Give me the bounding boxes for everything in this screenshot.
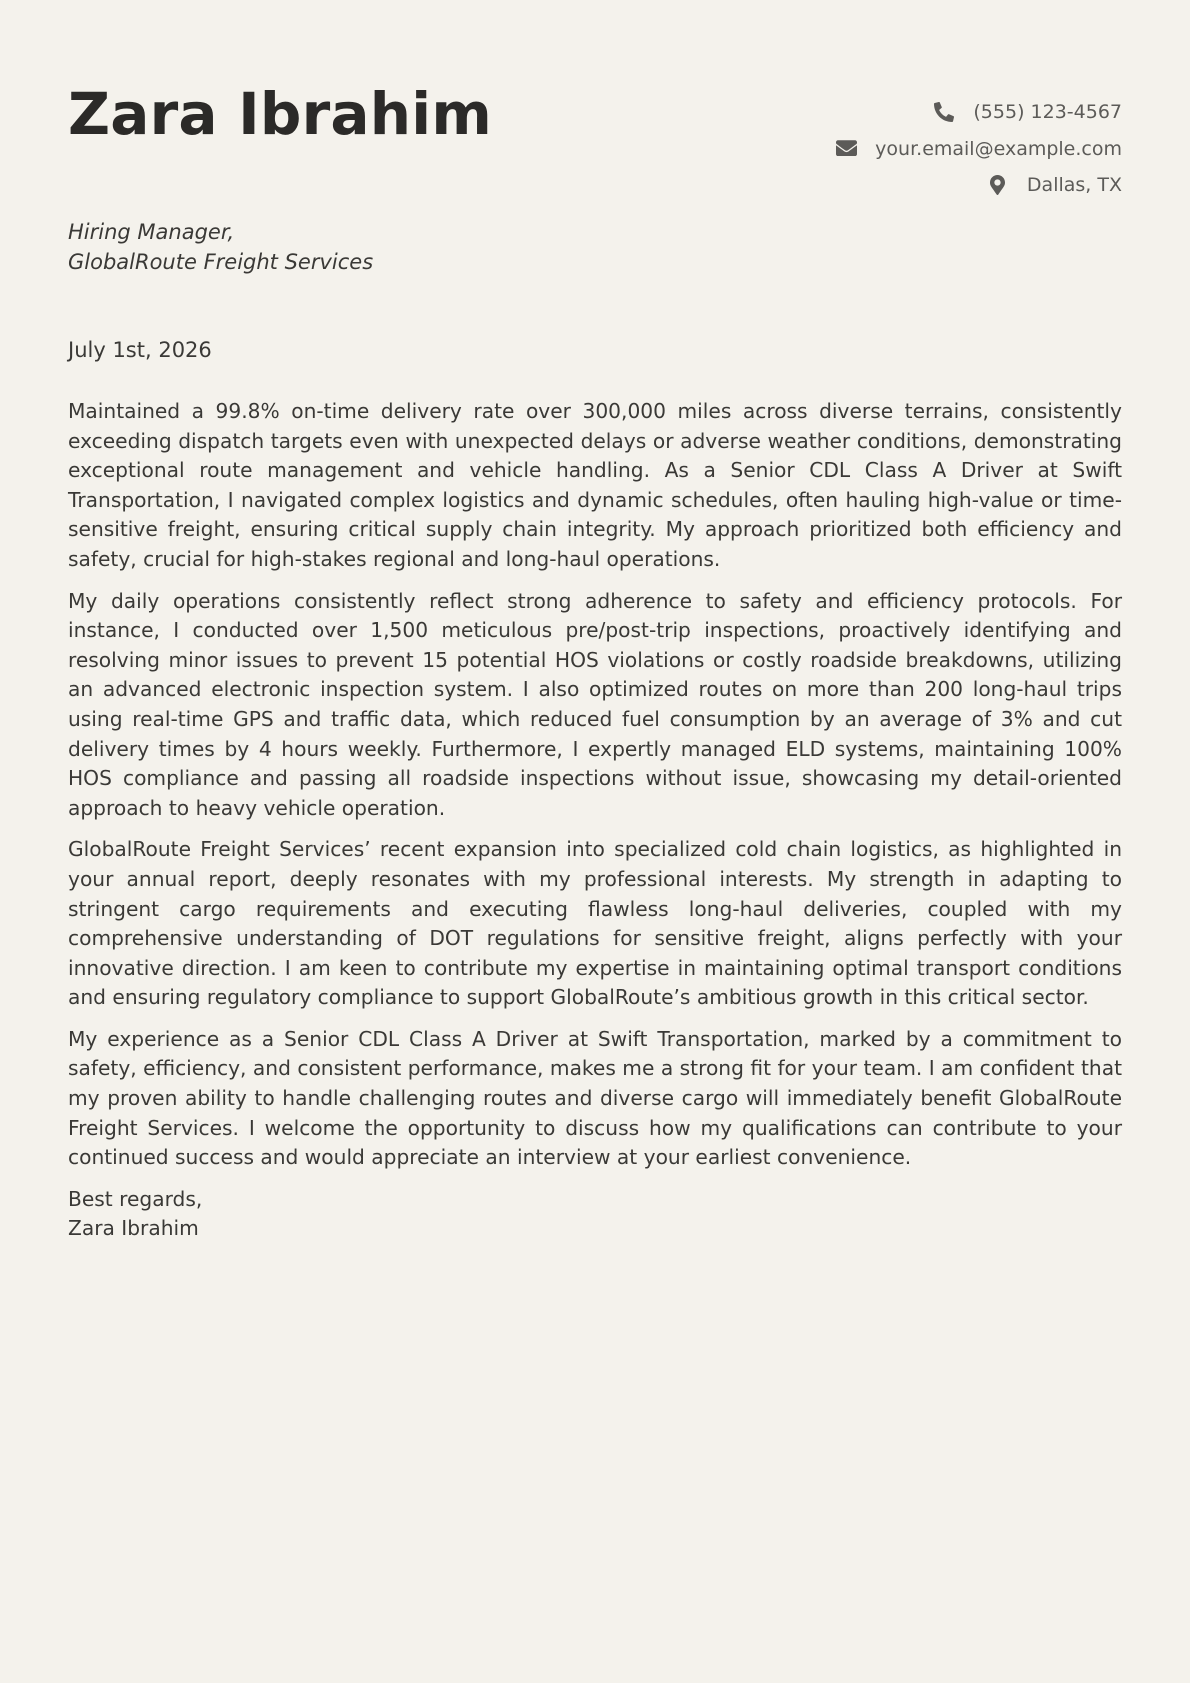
letter-header — [68, 0, 1122, 205]
cover-letter — [68, 0, 1122, 1683]
contact-phone-row — [835, 94, 1122, 131]
closing-salutation: Best regards, — [68, 1186, 203, 1211]
letter-body — [68, 397, 1122, 1244]
body-paragraph-3: GlobalRoute Freight Services’ recent expansion into specialized cold chain logistics, as highlighted in your annual report, deeply resonates with my professional interests. My strength in adapting to stringent cargo requirements and executing flawless long-haul deliveries, coupled with my comprehensive understanding of DOT regulations for sensitive freight, aligns perfectly with your innovative direction. I am keen to contribute my expertise in maintaining optimal transport conditions and ensuring regulatory compliance to support GlobalRoute’s ambitious growth in this critical sector. — [68, 837, 1122, 1010]
recipient-title: Hiring Manager, — [68, 220, 235, 244]
map-pin-icon — [987, 174, 1009, 196]
contact-phone: (555) 123-4567 — [973, 101, 1122, 124]
contact-location: Dallas, TX — [1026, 174, 1122, 197]
contact-email-row — [835, 131, 1122, 168]
applicant-name: Zara Ibrahim — [68, 80, 492, 148]
letter-closing — [68, 1185, 1122, 1244]
body-paragraph-2: My daily operations consistently reflect strong adherence to safety and efficiency protocols. For instance, I conducted over 1,500 meticulous pre/post-trip inspections, proactively identifying and resolving minor issues to prevent 15 potential HOS violations or costly roadside breakdowns, utilizing an advanced electronic inspection system. I also optimized routes on more than 200 long-haul trips using real-time GPS and traffic data, which reduced fuel consumption by an average of 3% and cut delivery times by 4 hours weekly. Furthermore, I expertly managed ELD systems, maintaining 100% HOS compliance and passing all roadside inspections without issue, showcasing my detail-oriented approach to heavy vehicle operation. — [68, 588, 1122, 820]
body-paragraph-1: Maintained a 99.8% on-time delivery rate over 300,000 miles across diverse terrains, consistently exceeding dispatch targets even with unexpected delays or adverse weather conditions, demonstrating exceptional route management and vehicle handling. As a Senior CDL Class A Driver at Swift Transportation, I navigated complex logistics and dynamic schedules, often hauling high-value or time-sensitive freight, ensuring critical supply chain integrity. My approach prioritized both efficiency and safety, crucial for high-stakes regional and long-haul operations. — [68, 399, 1122, 571]
envelope-icon — [835, 138, 857, 160]
body-paragraph-4: My experience as a Senior CDL Class A Driver at Swift Transportation, marked by a commitment to safety, efficiency, and consistent performance, makes me a strong fit for your team. I am confident that my proven ability to handle challenging routes and diverse cargo will immediately benefit GlobalRoute Freight Services. I welcome the opportunity to discuss how my qualifications can contribute to your continued success and would appreciate an interview at your earliest convenience. — [68, 1026, 1122, 1170]
contact-location-row — [835, 167, 1122, 204]
letter-date: July 1st, 2026 — [68, 338, 212, 362]
recipient-block — [68, 218, 373, 277]
contact-block — [835, 94, 1122, 204]
recipient-company: GlobalRoute Freight Services — [68, 249, 374, 274]
phone-icon — [933, 101, 955, 123]
contact-email[interactable]: your.email@example.com — [875, 137, 1122, 160]
closing-signature: Zara Ibrahim — [68, 1216, 199, 1241]
